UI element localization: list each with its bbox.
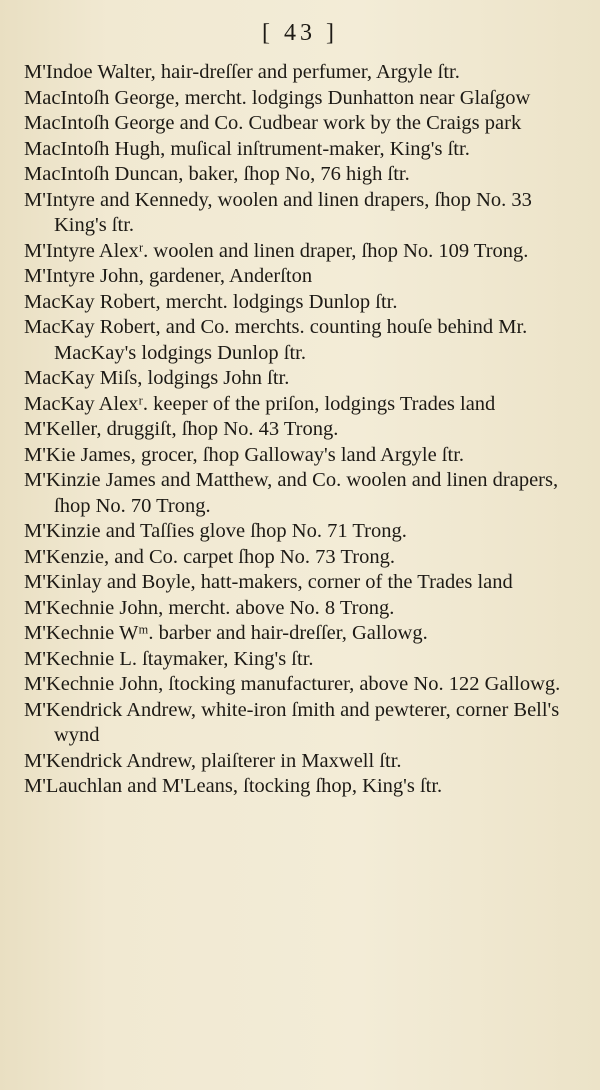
directory-entry: M'Intyre John, gardener, Anderſton [24, 265, 313, 287]
directory-entry: M'Kechnie John, mercht. above No. 8 Trong. [24, 596, 395, 619]
directory-entry: M'Kinlay and Boyle, hatt-makers, corner of the Trades land [24, 571, 513, 593]
directory-entry: M'Intyre and Kennedy, woolen and linen drapers, ſhop No. 33 King's ſtr. [24, 188, 532, 236]
directory-entry: M'Kendrick Andrew, plaiſterer in Maxwell ſtr. [24, 749, 402, 772]
directory-entry: MacKay Robert, and Co. merchts. counting houſe behind Mr. MacKay's lodgings Dunlop ſtr. [24, 316, 528, 364]
directory-entry: MacIntoſh Duncan, baker, ſhop No, 76 high ſtr. [24, 163, 410, 185]
directory-entry: M'Intyre Alexʳ. woolen and linen draper, ſhop No. 109 Trong. [24, 239, 529, 262]
directory-entry: M'Kenzie, and Co. carpet ſhop No. 73 Trong. [24, 545, 395, 568]
directory-entry: M'Kinzie and Taſſies glove ſhop No. 71 Trong. [24, 520, 407, 542]
directory-entry: MacKay Alexʳ. keeper of the priſon, lodgings Trades land [24, 392, 496, 415]
directory-entries [24, 60, 586, 800]
directory-entry: M'Kechnie Wᵐ. barber and hair-dreſſer, Gallowg. [24, 622, 428, 644]
directory-entry: M'Kechnie L. ſtaymaker, King's ſtr. [24, 647, 314, 670]
page-number: [ 43 ] [262, 20, 338, 46]
directory-entry: MacKay Robert, mercht. lodgings Dunlop ſtr. [24, 290, 398, 313]
directory-entry: M'Keller, druggiſt, ſhop No. 43 Trong. [24, 418, 339, 440]
directory-entry: MacIntoſh Hugh, muſical inſtrument-maker, King's ſtr. [24, 137, 470, 160]
directory-entry: MacKay Miſs, lodgings John ſtr. [24, 367, 290, 389]
directory-entry: M'Indoe Walter, hair-dreſſer and perfumer, Argyle ſtr. [24, 61, 460, 83]
directory-entry: M'Kie James, grocer, ſhop Galloway's land Argyle ſtr. [24, 443, 465, 466]
directory-entry: M'Kendrick Andrew, white-iron ſmith and pewterer, corner Bell's wynd [24, 698, 560, 746]
directory-entry: MacIntoſh George and Co. Cudbear work by the Craigs park [24, 112, 522, 134]
directory-entry: M'Kechnie John, ſtocking manufacturer, above No. 122 Gallowg. [24, 673, 561, 695]
directory-entry: M'Kinzie James and Matthew, and Co. woolen and linen drapers, ſhop No. 70 Trong. [24, 469, 559, 517]
directory-entry: M'Lauchlan and M'Leans, ſtocking ſhop, King's ſtr. [24, 775, 443, 797]
directory-entry: MacIntoſh George, mercht. lodgings Dunhatton near Glaſgow [24, 86, 531, 109]
